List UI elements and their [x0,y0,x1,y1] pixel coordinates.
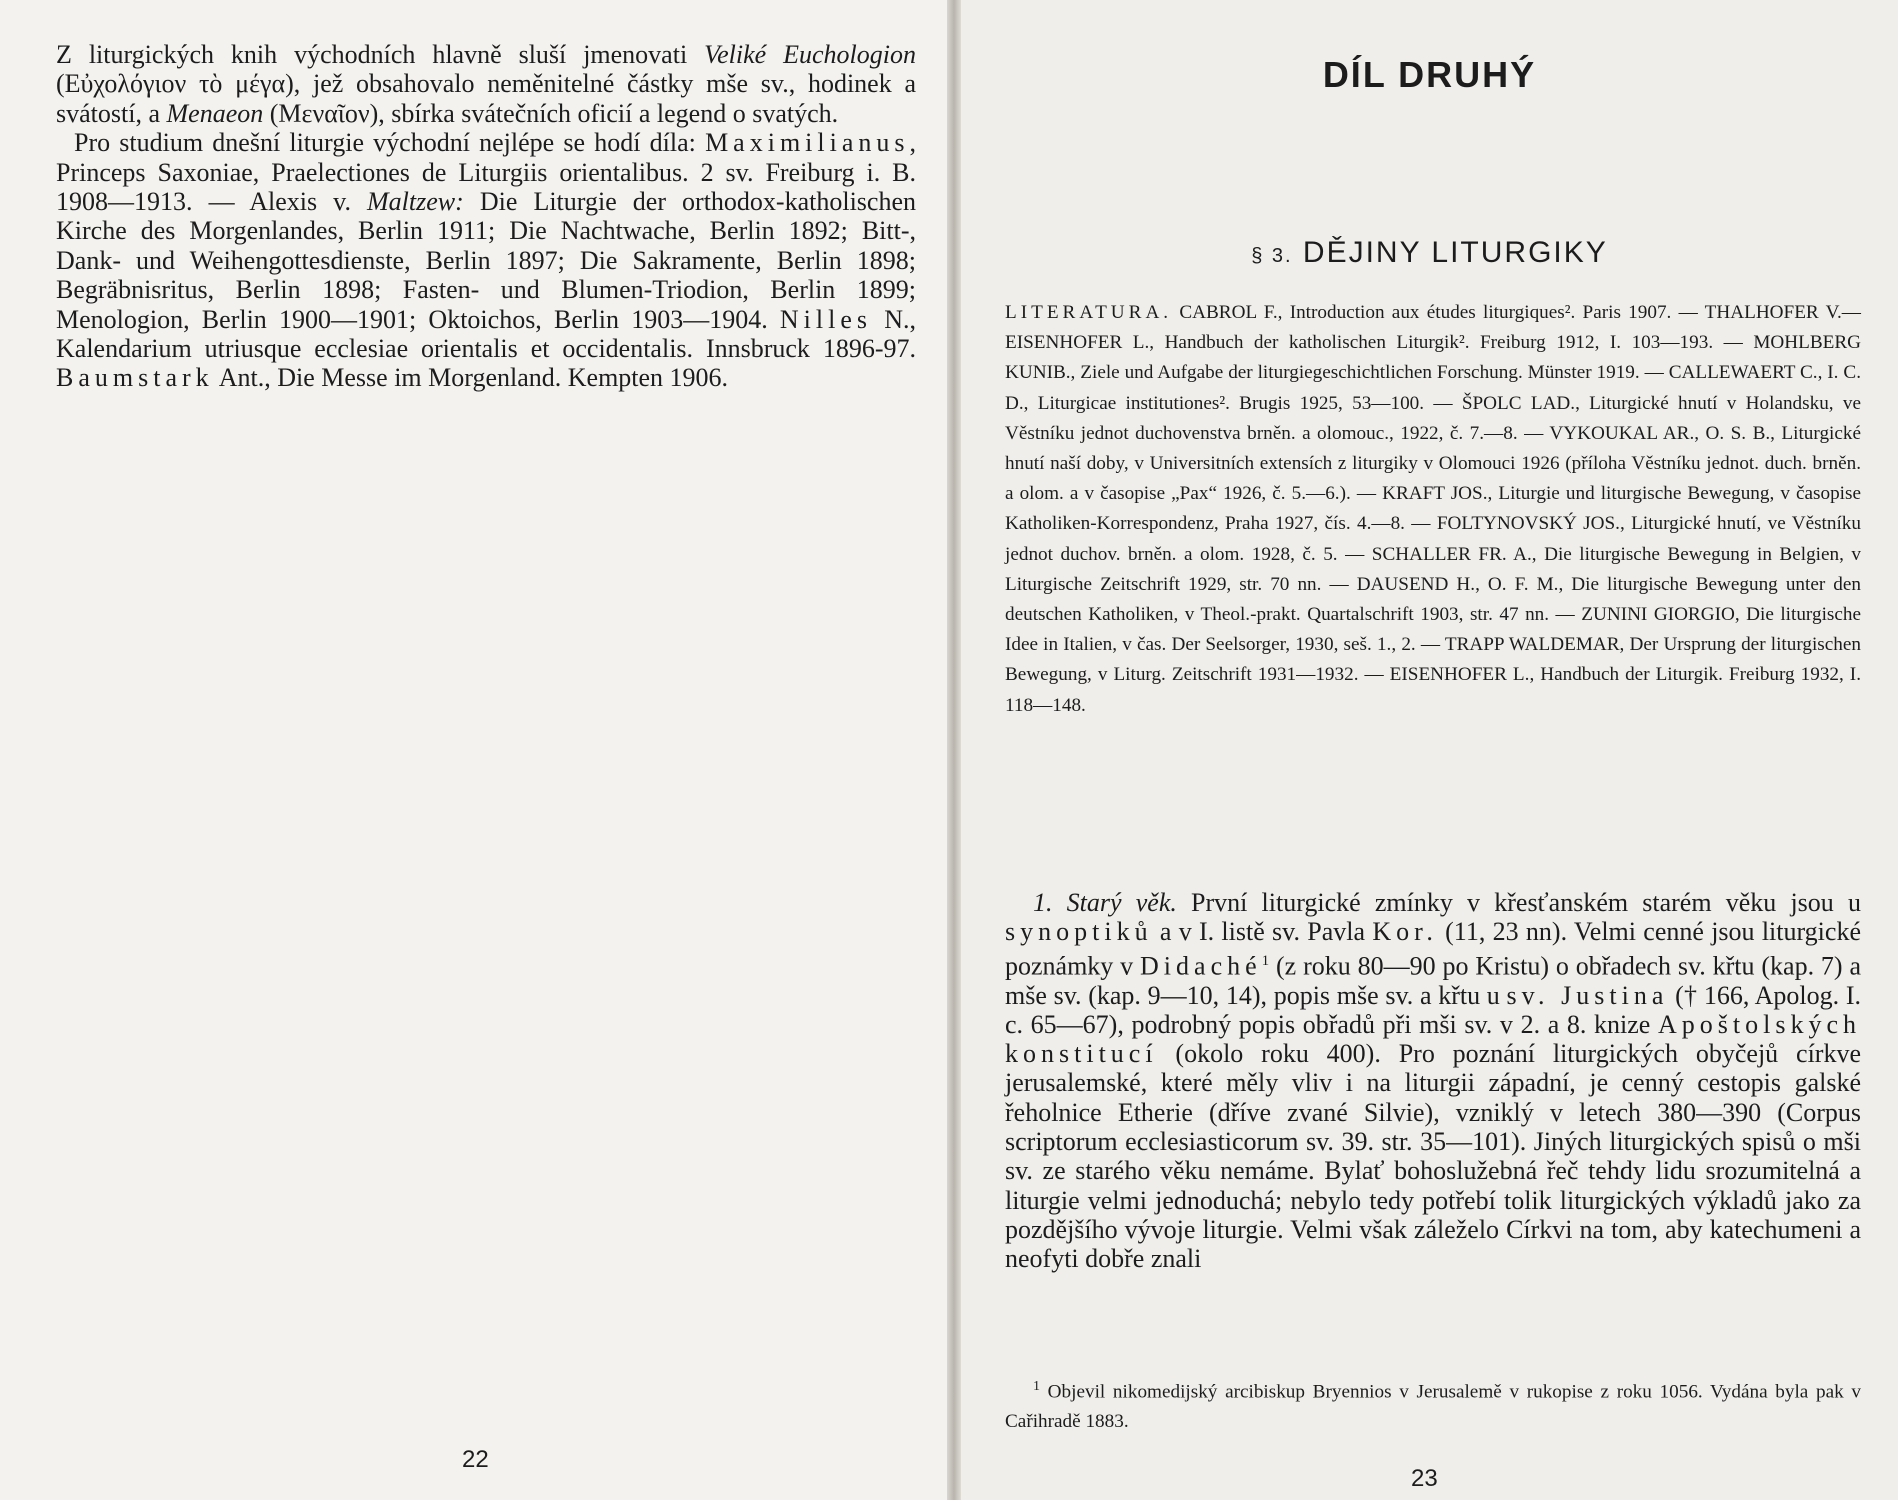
section-title-text: DĚJINY LITURGIKY [1302,236,1608,269]
footnote-reference: 1 [1261,952,1270,969]
literature-label: LITERATURA. [1005,302,1173,323]
footnote-paragraph: $^1$ Objevil nikomedijský arcibiskup Bryennios v Jerusalemě v rukopise z roku 1056. Vydána byla pak v Cařihradě 1883. [1005,1379,1861,1433]
literature-paragraph: LITERATURA. CABROL F., Introduction aux études liturgiques². Paris 1907. — THALHOFER V.—EISENHOFER L., Handbuch der katholischen Liturgik². Freiburg 1912, I. 103—193. — MOHLBERG KUNIB., Ziele und Aufgabe der liturgiegeschichtlichen Forschung. Münster 1919. — CALLEWAERT C., I. C. D., Liturgicae institutiones². Brugis 1925, 53—100. — ŠPOLC LAD., Liturgické hnutí v Holandsku, ve Věstníku jednot duchovenstva brněn. a olomouc., 1922, č. 7.—8. — VYKOUKAL AR., O. S. B., Liturgické hnutí naší doby, v Universitních extensích z liturgiky v Olomouci 1926 (příloha Věstníku jednot. duch. brněn. a olom. a v časopise „Pax“ 1926, č. 5.—6.). — KRAFT JOS., Liturgie und liturgische Bewegung, v časopise Katholiken-Korrespondenz, Praha 1927, čís. 4.—8. — FOLTYNOVSKÝ JOS., Liturgické hnutí, ve Věstníku jednot duchov. brněn. a olom. 1928, č. 5. — SCHALLER FR. A., Die liturgische Bewegung in Belgien, v Liturgische Zeitschrift 1929, str. 70 nn. — DAUSEND H., O. F. M., Die liturgische Bewegung unter den deutschen Katholiken, v Theol.-prakt. Quartalschrift 1903, str. 47 nn. — ZUNINI GIORGIO, Die liturgische Idee in Italien, v čas. Der Seelsorger, 1930, seš. 1., 2. — TRAPP WALDEMAR, Der Ursprung der liturgischen Bewegung, v Liturg. Zeitschrift 1931—1932. — EISENHOFER L., Handbuch der Liturgik. Freiburg 1932, I. 118—148. [1005,302,1861,716]
paragraph-study-literature: Pro studium dnešní liturgie východní nejlépe se hodí díla: Maximilianus, Princeps Saxoniae, Praelectiones de Liturgiis orientalibus. 2 sv. Freiburg i. B. 1908—1913. — Alexis v. Maltzew: Die Liturgie der orthodox-katholischen Kirche des Morgenlandes, Berlin 1911; Die Nachtwache, Berlin 1892; Bitt-, Dank- und Weihengottesdienste, Berlin 1897; Die Sakramente, Berlin 1898; Begräbnisritus, Berlin 1898; Fasten- und Blumen-Triodion, Berlin 1899; Menologion, Berlin 1900—1901; Oktoichos, Berlin 1903—1904. Nilles N., Kalendarium utriusque ecclesiae orientalis et occidentalis. Innsbruck 1896-97. Baumstark Ant., Die Messe im Morgenland. Kempten 1906. [56,128,916,393]
paragraph-ancient-age: 1. Starý věk. První liturgické zmínky v křesťanském starém věku jsou u synoptiků a v I. listě sv. Pavla Kor. (11, 23 nn). Velmi cenné jsou liturgické poznámky v Didaché$^1$ (z roku 80—90 po Kristu) o obřadech sv. křtu (kap. 7) a mše sv. (kap. 9—10, 14), popis mše sv. a křtu u sv. Justina († 166, Apolog. I. c. 65—67), podrobný popis obřadů při mši sv. v 2. a 8. knize Apoštolských konstitucí (okolo roku 400). Pro poznání liturgických obyčejů církve jerusalemské, které měly vliv i na liturgii západní, je cenný cestopis galské řeholnice Etherie (dříve zvané Silvie), vzniklý v letech 380—390 (Corpus scriptorum ecclesiasticorum sv. 39. str. 35—101). Jiných liturgických spisů o mši sv. ze starého věku nemáme. Bylať bohoslužebná řeč tehdy lidu srozumitelná a liturgie velmi jednoduchá; nebylo tedy potřebí tolik liturgických výkladů jako za pozdějšího vývoje liturgie. Velmi však záleželo Církvi na tom, aby katechumeni a neofyti dobře znali [1005,888,1861,1274]
part-title: DÍL DRUHÝ [1322,54,1537,95]
footnote [1005,1372,1861,1437]
literature-block [1005,298,1861,721]
paragraph-liturgical-books: Z liturgických knih východních hlavně sluší jmenovati Veliké Euchologion (Εὐχολόγιον τὸ μέγα), jež obsahovalo neměnitelné částky mše sv., hodinek a svátostí, a Menaeon (Μεναῖον), sbírka svátečních oficií a legend o svatých. [56,40,917,128]
page-number-right: 23 [1411,1465,1438,1492]
page-number-left: 22 [462,1446,489,1473]
book-gutter [947,0,961,1500]
left-page-text [56,40,916,393]
section-number: § 3. [1251,245,1293,267]
body-heading: 1. Starý věk. [1033,888,1177,917]
right-page [961,0,1898,1500]
left-page [0,0,947,1500]
footnote-mark: 1 [1033,1379,1040,1394]
section-title [961,236,1898,270]
body-text [1005,888,1861,1274]
